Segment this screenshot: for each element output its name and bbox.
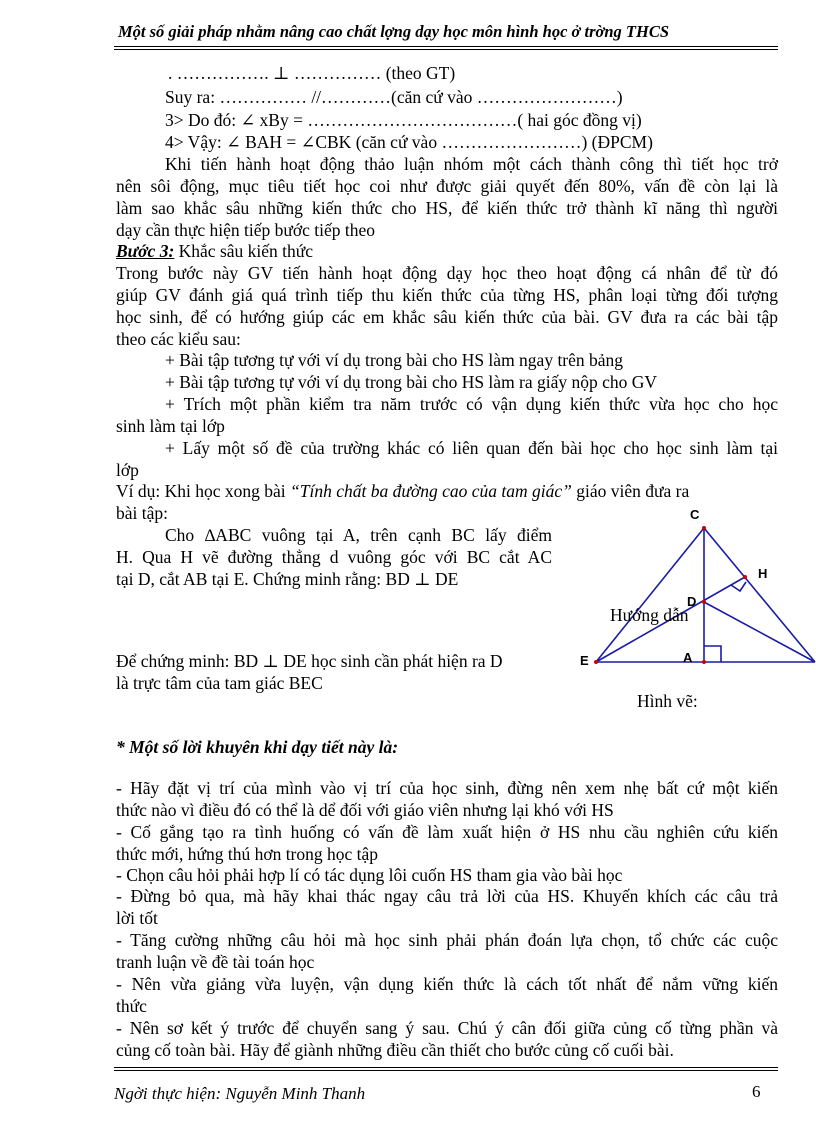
advice-line: - Chọn câu hỏi phải hợp lí có tác dụng lôi cuốn HS tham gia vào bài học bbox=[116, 865, 623, 885]
label-d: D bbox=[687, 594, 697, 609]
paragraph-line: Trong bước này GV tiến hành hoạt động dạy học theo hoạt động cá nhân để từ đó bbox=[116, 263, 778, 283]
label-h: H bbox=[758, 566, 768, 581]
proof-line-4: 4> Vậy: ∠ BAH = ∠CBK (căn cứ vào ……………………) (ĐPCM) bbox=[165, 132, 653, 152]
example-intro: Ví dụ: Khi học xong bài bbox=[116, 481, 291, 501]
header-title: Một số giải pháp nhằm nâng cao chất lợng dạy học môn hình học ở trờng THCS bbox=[118, 22, 670, 41]
paragraph-line: làm sao khắc sâu những kiến thức cho HS, để kiến thức trở thành kĩ năng thì người bbox=[116, 198, 778, 218]
problem-line: Cho ∆ABC vuông tại A, trên cạnh BC lấy điểm bbox=[165, 525, 552, 545]
advice-line: - Tăng cường những câu hỏi mà học sinh phải phán đoán lựa chọn, tổ chức các cuộc bbox=[116, 930, 778, 950]
bullet-item-cont: lớp bbox=[116, 460, 139, 480]
point-a bbox=[702, 660, 706, 664]
advice-line: thức bbox=[116, 996, 147, 1016]
bullet-item: + Lấy một số đề của trường khác có liên quan đến bài học cho học sinh làm tại bbox=[165, 438, 778, 458]
header-rule-double bbox=[114, 49, 778, 50]
label-c: C bbox=[690, 507, 700, 522]
bullet-item-cont: sinh làm tại lớp bbox=[116, 416, 225, 436]
figure-lines bbox=[596, 528, 815, 662]
point-h bbox=[743, 575, 747, 579]
advice-title: * Một số lời khuyên khi dạy tiết này là: bbox=[116, 737, 399, 757]
point-c bbox=[702, 526, 706, 530]
advice-line: thức nào vì điều đó có thể là dể đối với giáo viên nhưng lại khó với HS bbox=[116, 800, 614, 820]
example-line bbox=[116, 480, 778, 502]
bullet-item: + Bài tập tương tự với ví dụ trong bài cho HS làm ngay trên bảng bbox=[165, 350, 624, 370]
guide-label: Hướng dẫn bbox=[610, 605, 689, 625]
paragraph-line: nên sôi động, mục tiêu tiết học coi như được giải quyết đến 80%, vấn đề còn lại là bbox=[116, 176, 778, 196]
footer-rule bbox=[114, 1067, 778, 1068]
label-e: E bbox=[580, 653, 589, 668]
step3-label: Bước 3: bbox=[116, 241, 175, 261]
proof-line-1: . ……………. ⊥ …………… (theo GT) bbox=[168, 63, 456, 83]
paragraph-line: dạy cần thực hiện tiếp bước tiếp theo bbox=[116, 220, 376, 240]
lesson-title: “Tính chất ba đường cao của tam giác” bbox=[290, 481, 572, 501]
prove-line: Để chứng minh: BD ⊥ DE học sinh cần phát hiện ra D bbox=[116, 651, 503, 671]
figure-points bbox=[594, 526, 747, 664]
advice-line: thức mới, hứng thú hơn trong học tập bbox=[116, 844, 379, 864]
label-a: A bbox=[683, 650, 693, 665]
advice-line: - Nên sơ kết ý trước để chuyển sang ý sau. Chú ý cân đối giữa củng cố từng phần và bbox=[116, 1018, 778, 1038]
header-rule bbox=[114, 46, 778, 47]
example-rest: giáo viên đưa ra bbox=[571, 481, 690, 501]
proof-line-3: 3> Do đó: ∠ xBy = ………………………………( hai góc đồng vị) bbox=[165, 110, 642, 130]
advice-line: lời tốt bbox=[116, 908, 158, 928]
advice-line: tranh luận về đề tài toán học bbox=[116, 952, 315, 972]
paragraph-line: giúp GV đánh giá quá trình tiếp thu kiến thức của từng HS, phân loại từng đối tượng bbox=[116, 285, 778, 305]
segment-cb bbox=[704, 528, 815, 662]
step3-heading bbox=[116, 240, 313, 262]
paragraph-line: học sinh, để có hướng giúp các em khắc sâu kiến thức của bài. GV đưa ra các bài tập bbox=[116, 307, 778, 327]
example-line-cont: bài tập: bbox=[116, 503, 168, 523]
advice-line: củng cố toàn bài. Hãy để giành những điều cần thiết cho bước củng cố cuối bài. bbox=[116, 1040, 674, 1060]
advice-line: - Đừng bỏ qua, mà hãy khai thác ngay câu trả lời của HS. Khuyến khích các câu trả bbox=[116, 886, 778, 906]
step3-text: Khắc sâu kiến thức bbox=[174, 241, 314, 261]
triangle-figure bbox=[570, 500, 816, 720]
point-e bbox=[594, 660, 598, 664]
right-angle-a bbox=[704, 646, 721, 662]
paragraph-line: theo các kiểu sau: bbox=[116, 329, 241, 349]
page-number: 6 bbox=[752, 1082, 761, 1101]
advice-line: - Cố gắng tạo ra tình huống có vấn đề làm xuất hiện ở HS nhu cầu nghiên cứu kiến bbox=[116, 822, 778, 842]
point-d bbox=[702, 600, 706, 604]
footer-author: Ngời thực hiện: Nguyễn Minh Thanh bbox=[114, 1084, 366, 1103]
problem-line: tại D, cắt AB tại E. Chứng minh rằng: BD ⊥ DE bbox=[116, 569, 459, 589]
proof-line-2: Suy ra: …………… //…………(căn cứ vào ……………………) bbox=[165, 87, 623, 107]
bullet-item: + Trích một phần kiểm tra năm trước có vận dụng kiến thức vừa học cho học bbox=[165, 394, 778, 414]
advice-line: - Hãy đặt vị trí của mình vào vị trí của học sinh, đừng nên xem nhẹ bất cứ một kiến bbox=[116, 778, 778, 798]
prove-line: là trực tâm của tam giác BEC bbox=[116, 673, 323, 693]
bullet-item: + Bài tập tương tự với ví dụ trong bài cho HS làm ra giấy nộp cho GV bbox=[165, 372, 658, 392]
advice-line: - Nên vừa giảng vừa luyện, vận dụng kiến thức là cách tốt nhất để nắm vững kiến bbox=[116, 974, 778, 994]
problem-line: H. Qua H vẽ đường thẳng d vuông góc với BC cắt AC bbox=[116, 547, 552, 567]
figure-caption: Hình vẽ: bbox=[637, 691, 698, 711]
paragraph-line: Khi tiến hành hoạt động thảo luận nhóm một cách thành công thì tiết học trở bbox=[165, 154, 778, 174]
footer-rule-double bbox=[114, 1070, 778, 1071]
